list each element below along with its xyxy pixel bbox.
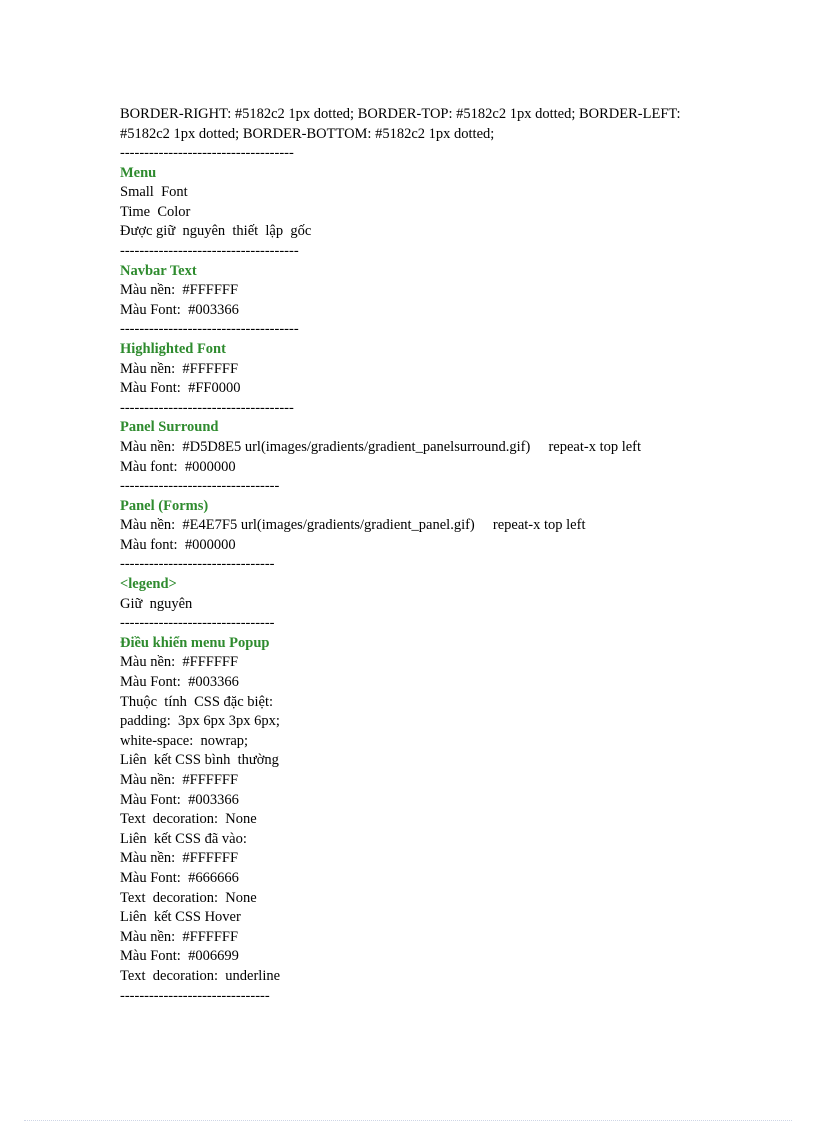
section-line: Liên kết CSS Hover xyxy=(120,909,241,926)
section-line: Màu font: #000000 xyxy=(120,536,236,553)
section-line: Màu Font: #FF0000 xyxy=(120,380,241,397)
section-line: Small Font xyxy=(120,184,188,201)
intro-paragraph: BORDER-RIGHT: #5182c2 1px dotted; BORDER-TOP: #5182c2 1px dotted; BORDER-LEFT: #5182c2 1px dotted; BORDER-BOTTOM: #5182c2 1px dotted; xyxy=(120,106,681,142)
sections-container xyxy=(120,144,710,987)
page-bottom-rule xyxy=(24,1120,792,1121)
section-separator: ------------------------------------ xyxy=(120,145,294,161)
section-line: Màu nền: #FFFFFF xyxy=(120,928,239,945)
section-heading: Highlighted Font xyxy=(120,340,226,357)
section-line: padding: 3px 6px 3px 6px; xyxy=(120,713,280,730)
section-heading: Panel (Forms) xyxy=(120,497,209,514)
section-line: Màu Font: #666666 xyxy=(120,869,239,886)
section-line: Màu nền: #FFFFFF xyxy=(120,772,239,788)
section-line: Màu nền: #FFFFFF xyxy=(120,360,239,377)
section-line: Text decoration: None xyxy=(120,811,257,828)
section-separator: ------------------------------------- xyxy=(120,242,299,259)
section-line: Màu nền: #FFFFFF xyxy=(120,654,239,671)
section-line: Giữ nguyên xyxy=(120,595,193,612)
section-line: white-space: nowrap; xyxy=(120,732,249,749)
section-heading: Menu xyxy=(120,164,157,181)
section-line: Time Color xyxy=(120,203,191,220)
section-line: Được giữ nguyên thiết lập gốc xyxy=(120,223,312,240)
section-line: Liên kết CSS đã vào: xyxy=(120,830,247,847)
section-heading: <legend> xyxy=(120,576,177,593)
section-line: Màu Font: #003366 xyxy=(120,301,239,318)
section-line: Màu Font: #003366 xyxy=(120,674,239,691)
section-separator: ------------------------------------- xyxy=(120,321,299,338)
section-line: Text decoration: underline xyxy=(120,967,281,984)
final-separator: ------------------------------- xyxy=(120,987,270,1004)
section-heading: Panel Surround xyxy=(120,419,219,436)
section-separator: -------------------------------- xyxy=(120,556,275,573)
section-heading: Điều khiển menu Popup xyxy=(120,634,270,651)
section-line: Liên kết CSS bình thường xyxy=(120,752,279,769)
document-page xyxy=(120,104,710,1006)
section-line: Màu font: #000000 xyxy=(120,458,236,475)
section-separator: ------------------------------------ xyxy=(120,399,294,416)
section-line: Màu nền: #FFFFFF xyxy=(120,850,239,867)
section-heading: Navbar Text xyxy=(120,262,197,279)
section-line: Text decoration: None xyxy=(120,889,257,906)
section-line: Màu nền: #E4E7F5 url(images/gradients/gradient_panel.gif) repeat-x top left xyxy=(120,517,586,534)
section-line: Màu nền: #FFFFFF xyxy=(120,282,239,299)
section-line: Thuộc tính CSS đặc biệt: xyxy=(120,693,274,710)
section-line: Màu Font: #006699 xyxy=(120,948,239,965)
section-separator: --------------------------------- xyxy=(120,478,280,495)
section-separator: -------------------------------- xyxy=(120,615,275,632)
section-line: Màu nền: #D5D8E5 url(images/gradients/gradient_panelsurround.gif) repeat-x top left xyxy=(120,438,642,455)
section-line: Màu Font: #003366 xyxy=(120,791,239,808)
